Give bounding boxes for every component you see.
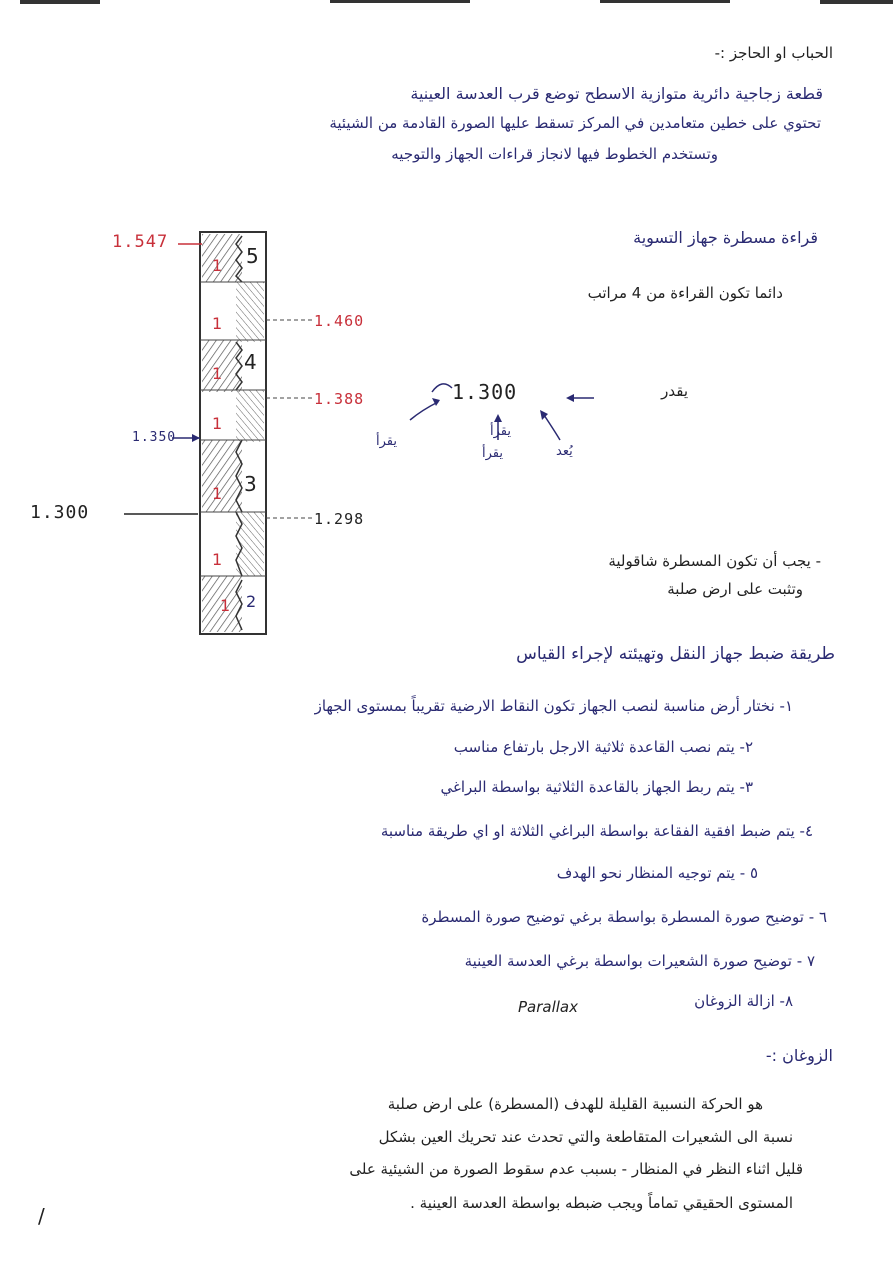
margin-mark: /	[38, 1204, 45, 1228]
staff-one: 1	[220, 596, 231, 615]
parallax-line: هو الحركة النسبية القليلة للهدف (المسطرة) على ارض صلبة	[387, 1095, 763, 1113]
staff-one: 1	[212, 550, 223, 569]
method-step: ٧ - توضيح صورة الشعيرات بواسطة برغي العدسة العينية	[464, 952, 815, 970]
method-step: ٣- يتم ربط الجهاز بالقاعدة الثلاثية بواسطة البراغي	[440, 778, 753, 796]
staff-digit: 3	[244, 472, 257, 496]
staff-heading: قراءة مسطرة جهاز التسوية	[633, 228, 818, 247]
reading-blue: 1.350	[132, 430, 177, 445]
staff-one: 1	[212, 364, 223, 383]
staff-block	[236, 282, 264, 342]
staff-one: 1	[212, 256, 223, 275]
header-line: قطعة زجاجية دائرية متوازية الاسطح توضع قرب العدسة العينية	[410, 84, 823, 103]
method-step: ٥ - يتم توجيه المنظار نحو الهدف	[556, 864, 758, 882]
method-step: ١- نختار أرض مناسبة لنصب الجهاز تكون النقاط الارضية تقريباً بمستوى الجهاز	[314, 697, 793, 715]
method-step: ٨- ازالة الزوغان	[694, 992, 793, 1010]
reading-left: 1.300	[30, 502, 90, 523]
staff-one: 1	[212, 414, 223, 433]
annotation: يقرأ	[482, 446, 503, 461]
header-line: تحتوي على خطين متعامدين في المركز تسقط عليها الصورة القادمة من الشيئية	[329, 114, 821, 132]
parallax-line: قليل اثناء النظر في المنظار - بسبب عدم سقوط الصورة من الشيئية على	[349, 1160, 803, 1178]
staff-block	[236, 390, 264, 442]
annotation: يقرأ	[490, 424, 511, 439]
staff-note: دائما تكون القراءة من 4 مراتب	[587, 284, 783, 302]
parallax-term: Parallax	[518, 998, 578, 1016]
parallax-line: نسبة الى الشعيرات المتقاطعة والتي تحدث عند تحريك العين بشكل	[378, 1128, 793, 1146]
annotation: يُعد	[556, 444, 573, 459]
parallax-title: الزوغان :-	[765, 1046, 833, 1065]
staff-one: 1	[212, 314, 223, 333]
annotation: يقرأ	[376, 434, 397, 449]
plumb-note: وتثبت على ارض صلبة	[667, 580, 803, 598]
parallax-line: المستوى الحقيقي تماماً ويجب ضبطه بواسطة العدسة العينية .	[410, 1194, 793, 1212]
reading-label: 1.460	[314, 312, 365, 330]
staff-digit: 2	[246, 592, 257, 611]
example-value: 1.300	[452, 380, 518, 404]
staff-digit: 5	[246, 244, 259, 268]
method-title: طريقة ضبط جهاز النقل وتهيئته لإجراء القياس	[516, 644, 835, 664]
method-step: ٢- يتم نصب القاعدة ثلاثية الارجل بارتفاع مناسب	[453, 738, 753, 756]
method-step: ٤- يتم ضبط افقية الفقاعة بواسطة البراغي الثلاثة او اي طريقة مناسبة	[380, 822, 813, 840]
reading-label: 1.388	[314, 390, 365, 408]
reading-red: 1.547	[112, 232, 169, 252]
plumb-note: - يجب أن تكون المسطرة شاقولية	[608, 552, 821, 570]
section-title: الحباب او الحاجز :-	[714, 44, 833, 62]
reading-label: 1.298	[314, 510, 365, 528]
example-prefix: يقدر	[661, 382, 688, 400]
method-step: ٦ - توضيح صورة المسطرة بواسطة برغي توضيح صورة المسطرة	[421, 908, 827, 926]
staff-digit: 4	[244, 350, 257, 374]
staff-one: 1	[212, 484, 223, 503]
header-line: وتستخدم الخطوط فيها لانجاز قراءات الجهاز والتوجيه	[391, 145, 718, 163]
